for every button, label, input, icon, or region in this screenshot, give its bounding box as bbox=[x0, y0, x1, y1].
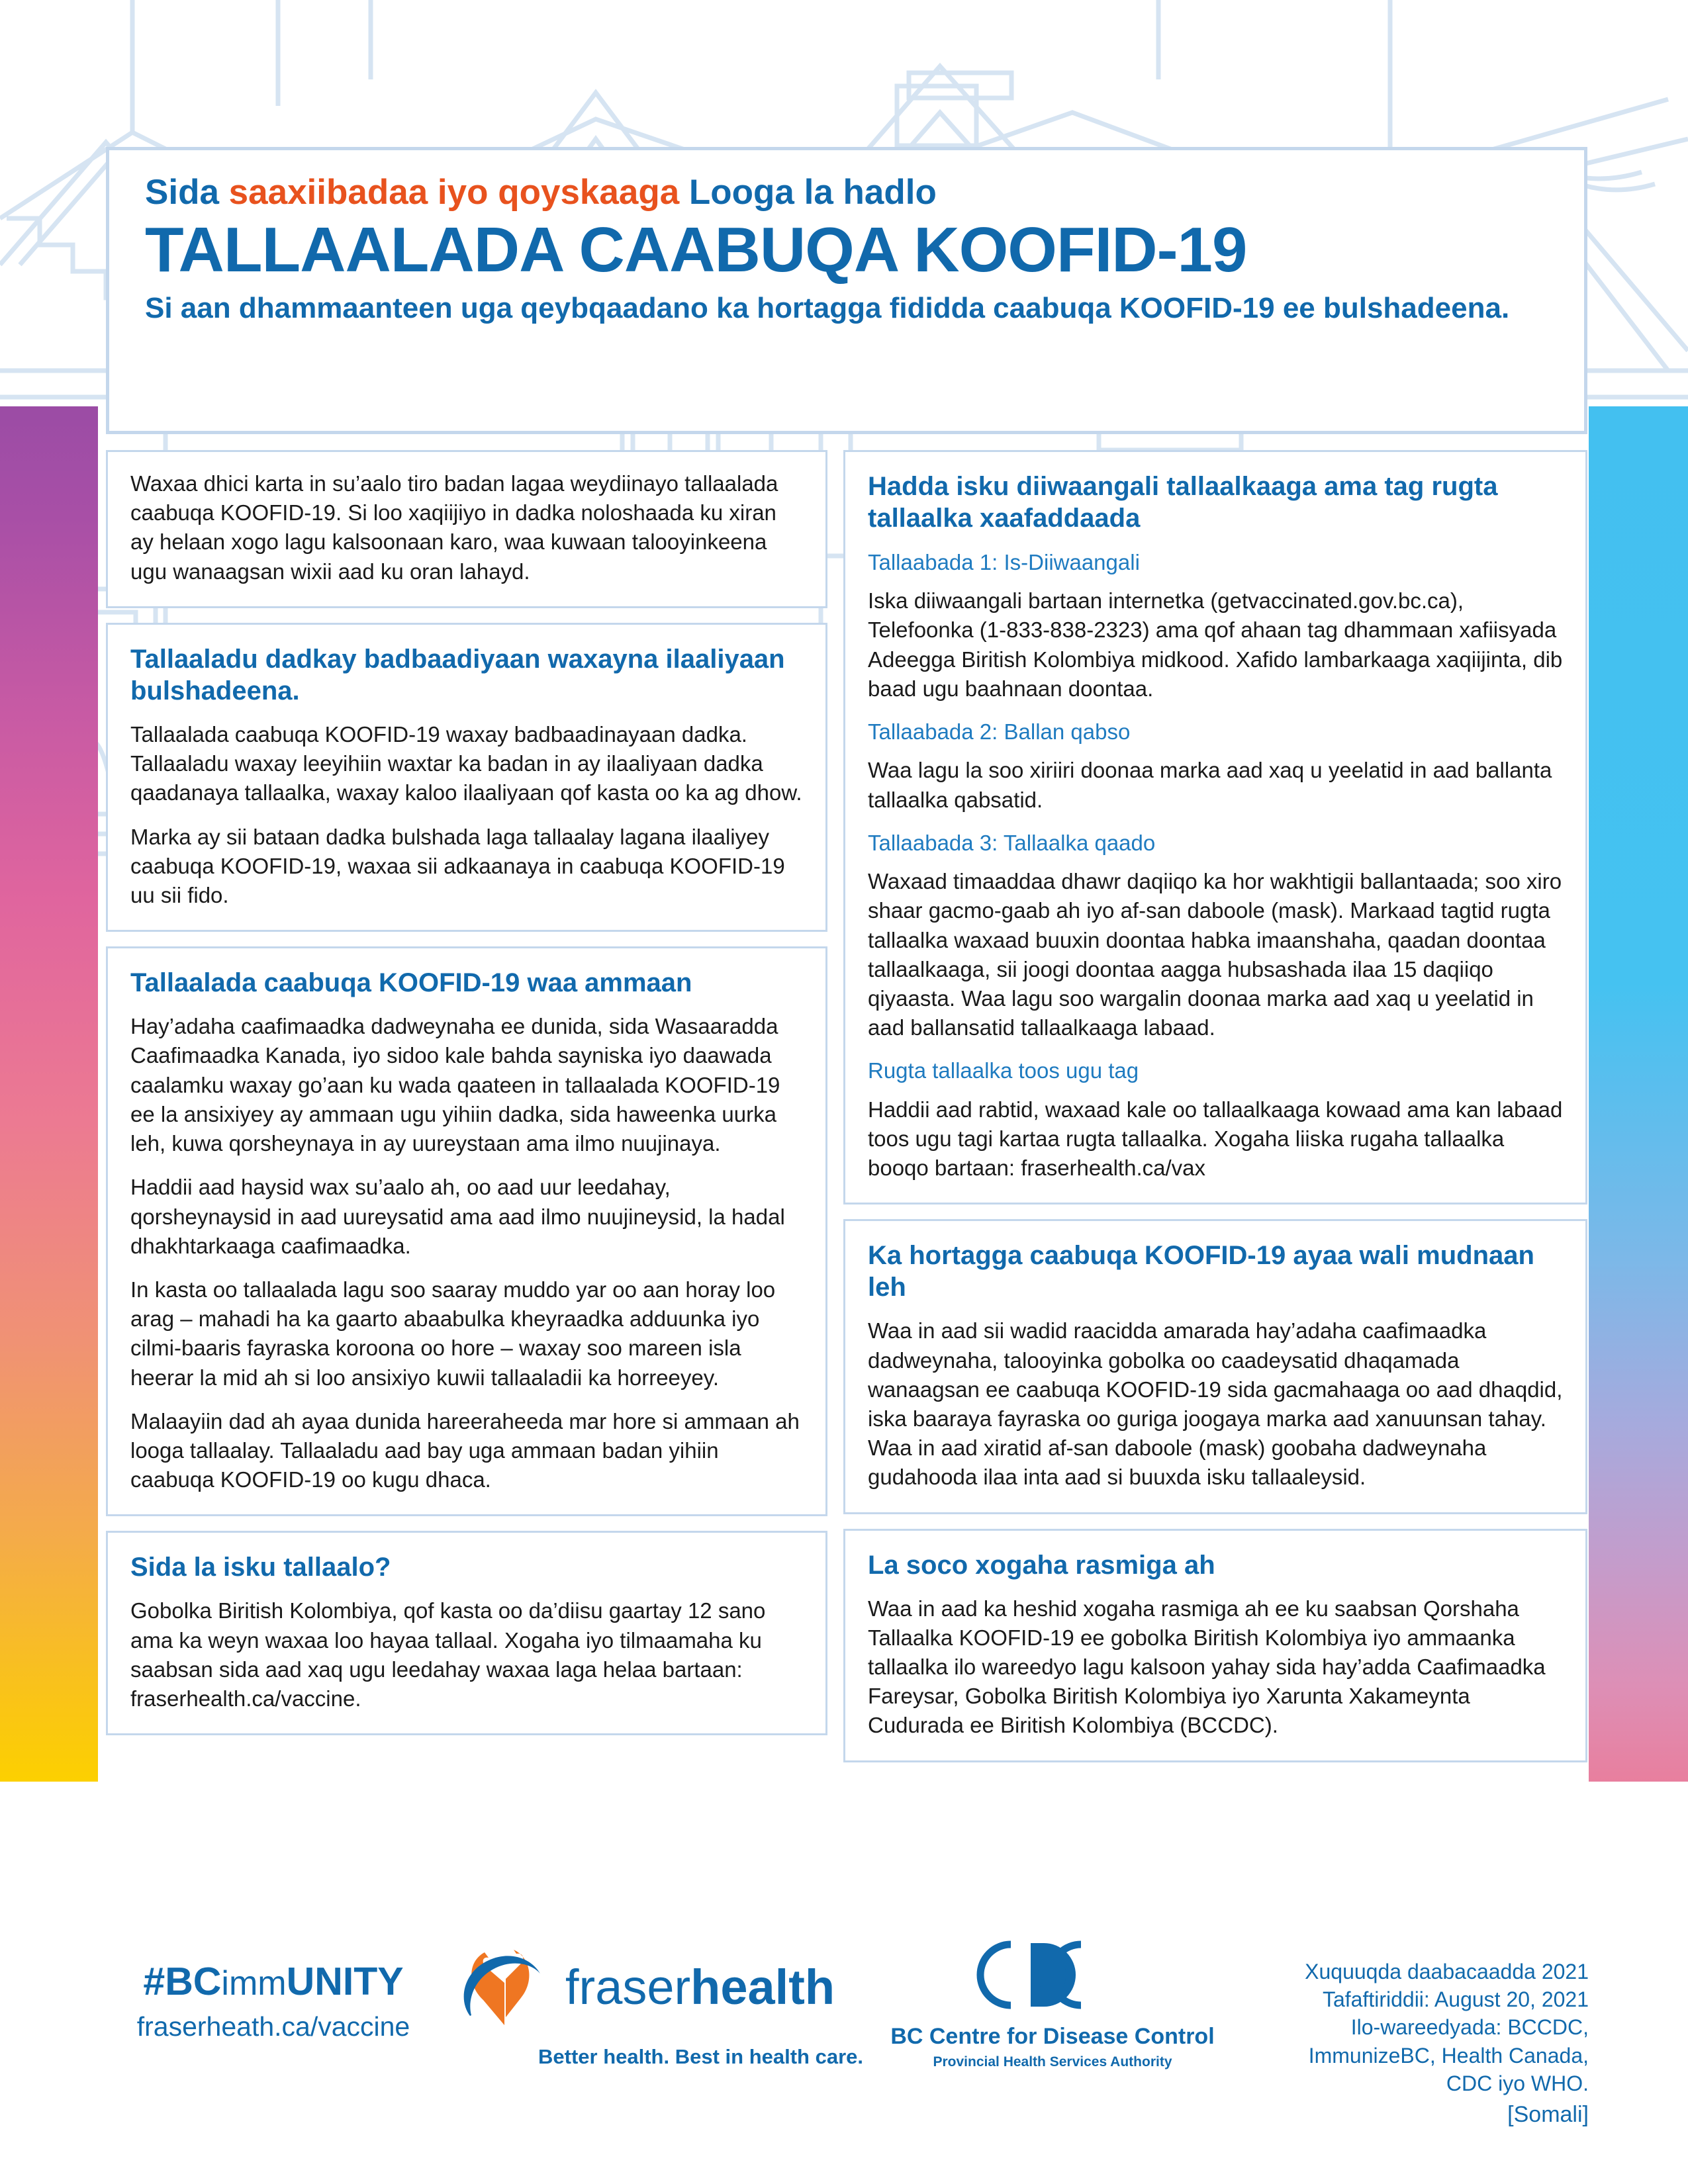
section-paragraph: Waa in aad ka heshid xogaha rasmiga ah ee ku saabsan Qorshaha Tallaalka KOOFID-19 ee gobolka Biritish Kolombiya iyo ammaanka tallaalka ilo wareedyo lagu kalsoon yahay sida hay’adda Caafimaadka Fareysar, Gobolka Biritish Kolombiya iyo Xarunta Xakameynta Cudurada ee Biritish Kolombiya (BCCDC). bbox=[868, 1596, 1546, 1738]
step-subheading: Tallaabada 3: Tallaalka qaado bbox=[868, 830, 1156, 855]
step-subheading: Rugta tallaalka toos ugu tag bbox=[868, 1058, 1139, 1083]
section-heading: Ka hortagga caabuqa KOOFID-19 ayaa wali mudnaan leh bbox=[868, 1241, 1534, 1302]
header-card bbox=[106, 147, 1587, 434]
content-card bbox=[843, 450, 1587, 1205]
section-heading: Hadda isku diiwaangali tallaalkaaga ama tag rugta tallaalka xaafaddaada bbox=[868, 472, 1498, 533]
content-card bbox=[106, 1531, 827, 1735]
fraserhealth-wordmark bbox=[565, 1960, 835, 2015]
bccdc-mark-icon bbox=[970, 1938, 1135, 2012]
page-title: TALLAALADA CAABUQA KOOFID-19 bbox=[145, 214, 1247, 286]
copyright-line-3: Ilo-wareedyada: BCCDC, bbox=[1350, 2015, 1589, 2040]
bcimm-imm-text: imm bbox=[221, 1964, 287, 2003]
left-gradient-bar bbox=[0, 406, 98, 1782]
section-heading: Tallaaladu dadkay badbaadiyaan waxayna ilaaliyaan bulshadeena. bbox=[130, 644, 785, 705]
section-paragraph: Waxaad timaaddaa dhawr daqiiqo ka hor wakhtigii ballantaada; soo xiro shaar gacmo-gaab ah iyo af-san daboole (mask). Markaad tagtid rugta tallaalka waxaad buuxin doontaa habka imaanshaha, qaadan doontaa tallaalkaaga, sii joogi doontaa aagga hubsashada ilaa 15 daqiiqo qiyaasta. Waa lagu soo wargalin doonaa marka aad xaq u yeelatid in aad ballansatid tallaalkaaga labaad. bbox=[868, 869, 1562, 1040]
section-paragraph: Haddii aad haysid wax su’aalo ah, oo aad uur leedahay, qorsheynaysid in aad uureysatid ama aad ilmo nuujineysid, la hadal dhakhtarkaaga caafimaadka. bbox=[130, 1175, 785, 1258]
kicker-part-1: Sida bbox=[145, 173, 229, 212]
fh-fraser-text: fraser bbox=[565, 1960, 691, 2015]
content-card bbox=[106, 946, 827, 1516]
step-subheading: Tallaabada 2: Ballan qabso bbox=[868, 719, 1131, 745]
copyright-block bbox=[1244, 1958, 1589, 2097]
kicker-part-3: Looga la hadlo bbox=[679, 173, 937, 212]
bccdc-subtitle: Provincial Health Services Authority bbox=[933, 2054, 1172, 2070]
copyright-line-1: Xuquuqda daabacaadda 2021 bbox=[1305, 1960, 1589, 1983]
fraserhealth-mark-icon bbox=[457, 1944, 556, 2030]
section-paragraph: Iska diiwaangali bartaan internetka (getvaccinated.gov.bc.ca), Telefoonka (1-833-838-2323) ama qof ahaan tag dhammaan xafiisyada Adeegga Biritish Kolombiya midkood. Xafido lambarkaaga xaqiijinta, dib baad ugu baahnaan doontaa. bbox=[868, 588, 1563, 701]
content-card bbox=[106, 450, 827, 608]
language-tag: [Somali] bbox=[1507, 2102, 1589, 2127]
section-paragraph: Marka ay sii bataan dadka bulshada laga tallaalay lagana ilaaliyey caabuqa KOOFID-19, waxaa sii adkaanaya in caabuqa KOOFID-19 uu sii fido. bbox=[130, 824, 785, 907]
step-subheading: Tallaabada 1: Is-Diiwaangali bbox=[868, 550, 1140, 574]
content-card bbox=[106, 623, 827, 932]
fraserhealth-tagline: Better health. Best in health care. bbox=[538, 2045, 863, 2068]
bcimmunity-wordmark bbox=[118, 1962, 429, 2001]
section-paragraph: Waxaa dhici karta in su’aalo tiro badan lagaa weydiinayo tallaalada caabuqa KOOFID-19. Si loo xaqiijiyo in dadka noloshaada ku xiran ay helaan xogo lagu kalsoonaan karo, waa kuwaan talooyinkeena ugu wanaagsan wixii aad ku oran lahayd. bbox=[130, 471, 778, 584]
section-paragraph: Malaayiin dad ah ayaa dunida hareeraheeda mar hore si ammaan ah looga tallaalay. Tallaaladu aad bay uga ammaan badan yihiin caabuqa KOOFID-19 oo kugu dhaca. bbox=[130, 1408, 800, 1492]
content-card bbox=[843, 1529, 1587, 1762]
section-paragraph: Gobolka Biritish Kolombiya, qof kasta oo da’diisu gaartay 12 sano ama ka weyn waxaa loo hayaa tallaal. Xogaha iyo tilmaamaha ku saabsan sida aad xaq ugu leedahay waxaa laga helaa bartaan: fraserhealth.ca/vaccine. bbox=[130, 1598, 766, 1711]
right-gradient-bar bbox=[1589, 406, 1688, 1782]
section-heading: Sida la isku tallaalo? bbox=[130, 1553, 391, 1582]
section-paragraph: Waa lagu la soo xiriiri doonaa marka aad xaq u yeelatid in aad ballanta tallaalka qabsatid. bbox=[868, 758, 1552, 812]
fh-health-text: health bbox=[690, 1960, 835, 2015]
kicker-part-2: saaxiibadaa iyo qoyskaaga bbox=[228, 173, 680, 212]
copyright-line-2: Tafaftiriddii: August 20, 2021 bbox=[1322, 1987, 1589, 2012]
content-card bbox=[843, 1219, 1587, 1514]
bccdc-name: BC Centre for Disease Control bbox=[890, 2024, 1215, 2049]
section-paragraph: Waa in aad sii wadid raacidda amarada hay’adaha caafimaadka dadweynaha, talooyinka gobolka oo caadeysatid dhaqamada wanaagsan ee caabuqa KOOFID-19 sida gacmahaaga oo aad dhaqdid, iska baaraya fayraska oo guriga joogaya marka aad xanuunsan tahay. Waa in aad xiratid af-san daboole (mask) goobaha dadweynaha gudahooda ilaa inta aad si buuxda isku tallaaleysid. bbox=[868, 1318, 1563, 1490]
bccdc-logo bbox=[887, 1938, 1218, 2070]
header-kicker bbox=[145, 173, 1548, 212]
section-paragraph: In kasta oo tallaalada lagu soo saaray muddo yar oo aan horay loo arag – mahadi ha ka gaarto abaabulka kheyraadka adduunka iyo cilmi-baaris fayraska koroona oo hore – waxay soo mareen isla heerar la mid ah si loo ansixiyo kuwii tallaaladii ka horreeyey. bbox=[130, 1277, 776, 1390]
section-heading: Tallaalada caabuqa KOOFID-19 waa ammaan bbox=[130, 968, 692, 998]
bcimm-hash-text: #BC bbox=[143, 1960, 222, 2003]
copyright-line-5: CDC iyo WHO. bbox=[1446, 2071, 1589, 2095]
left-column bbox=[106, 450, 827, 1735]
section-paragraph: Hay’adaha caafimaadka dadweynaha ee dunida, sida Wasaaradda Caafimaadka Kanada, iyo sidoo kale bahda sayniska iyo daawada caalamku waxay go’aan ku wada qaateen in tallaalada KOOFID-19 ee la ansixiyey ay ammaan ugu yihiin dadka, sida haweenka uurka leh, kuwa qorsheynaya in ay uureystaan ama ilmo nuujinaya. bbox=[130, 1014, 780, 1156]
content-columns bbox=[106, 450, 1587, 1762]
section-heading: La soco xogaha rasmiga ah bbox=[868, 1550, 1215, 1580]
fraserhealth-logo bbox=[457, 1944, 867, 2069]
right-column bbox=[843, 450, 1587, 1762]
page-subtitle: Si aan dhammaanteen uga qeybqaadano ka hortagga fididda caabuqa KOOFID-19 ee bulshadeena. bbox=[145, 292, 1510, 325]
bcimmunity-logo bbox=[118, 1962, 429, 2040]
copyright-line-4: ImmunizeBC, Health Canada, bbox=[1308, 2043, 1589, 2068]
section-paragraph: Tallaalada caabuqa KOOFID-19 waxay badbaadinayaan dadka. Tallaaladu waxay leeyihiin waxtar ka badan in ay ilaaliyaan dadka qaadanaya tallaalka, waxay kaloo ilaaliyaan qof kasta oo ka ag dhow. bbox=[130, 721, 802, 805]
bcimmunity-url[interactable]: fraserheath.ca/vaccine bbox=[136, 2011, 410, 2042]
section-paragraph: Haddii aad rabtid, waxaad kale oo tallaalkaaga kowaad ama kan labaad toos ugu tagi kartaa rugta tallaalka. Xogaha liiska rugaha tallaalka booqo bartaan: fraserhealth.ca/vax bbox=[868, 1097, 1563, 1181]
bcimm-unity-text: UNITY bbox=[286, 1960, 404, 2003]
footer bbox=[0, 1906, 1688, 2184]
